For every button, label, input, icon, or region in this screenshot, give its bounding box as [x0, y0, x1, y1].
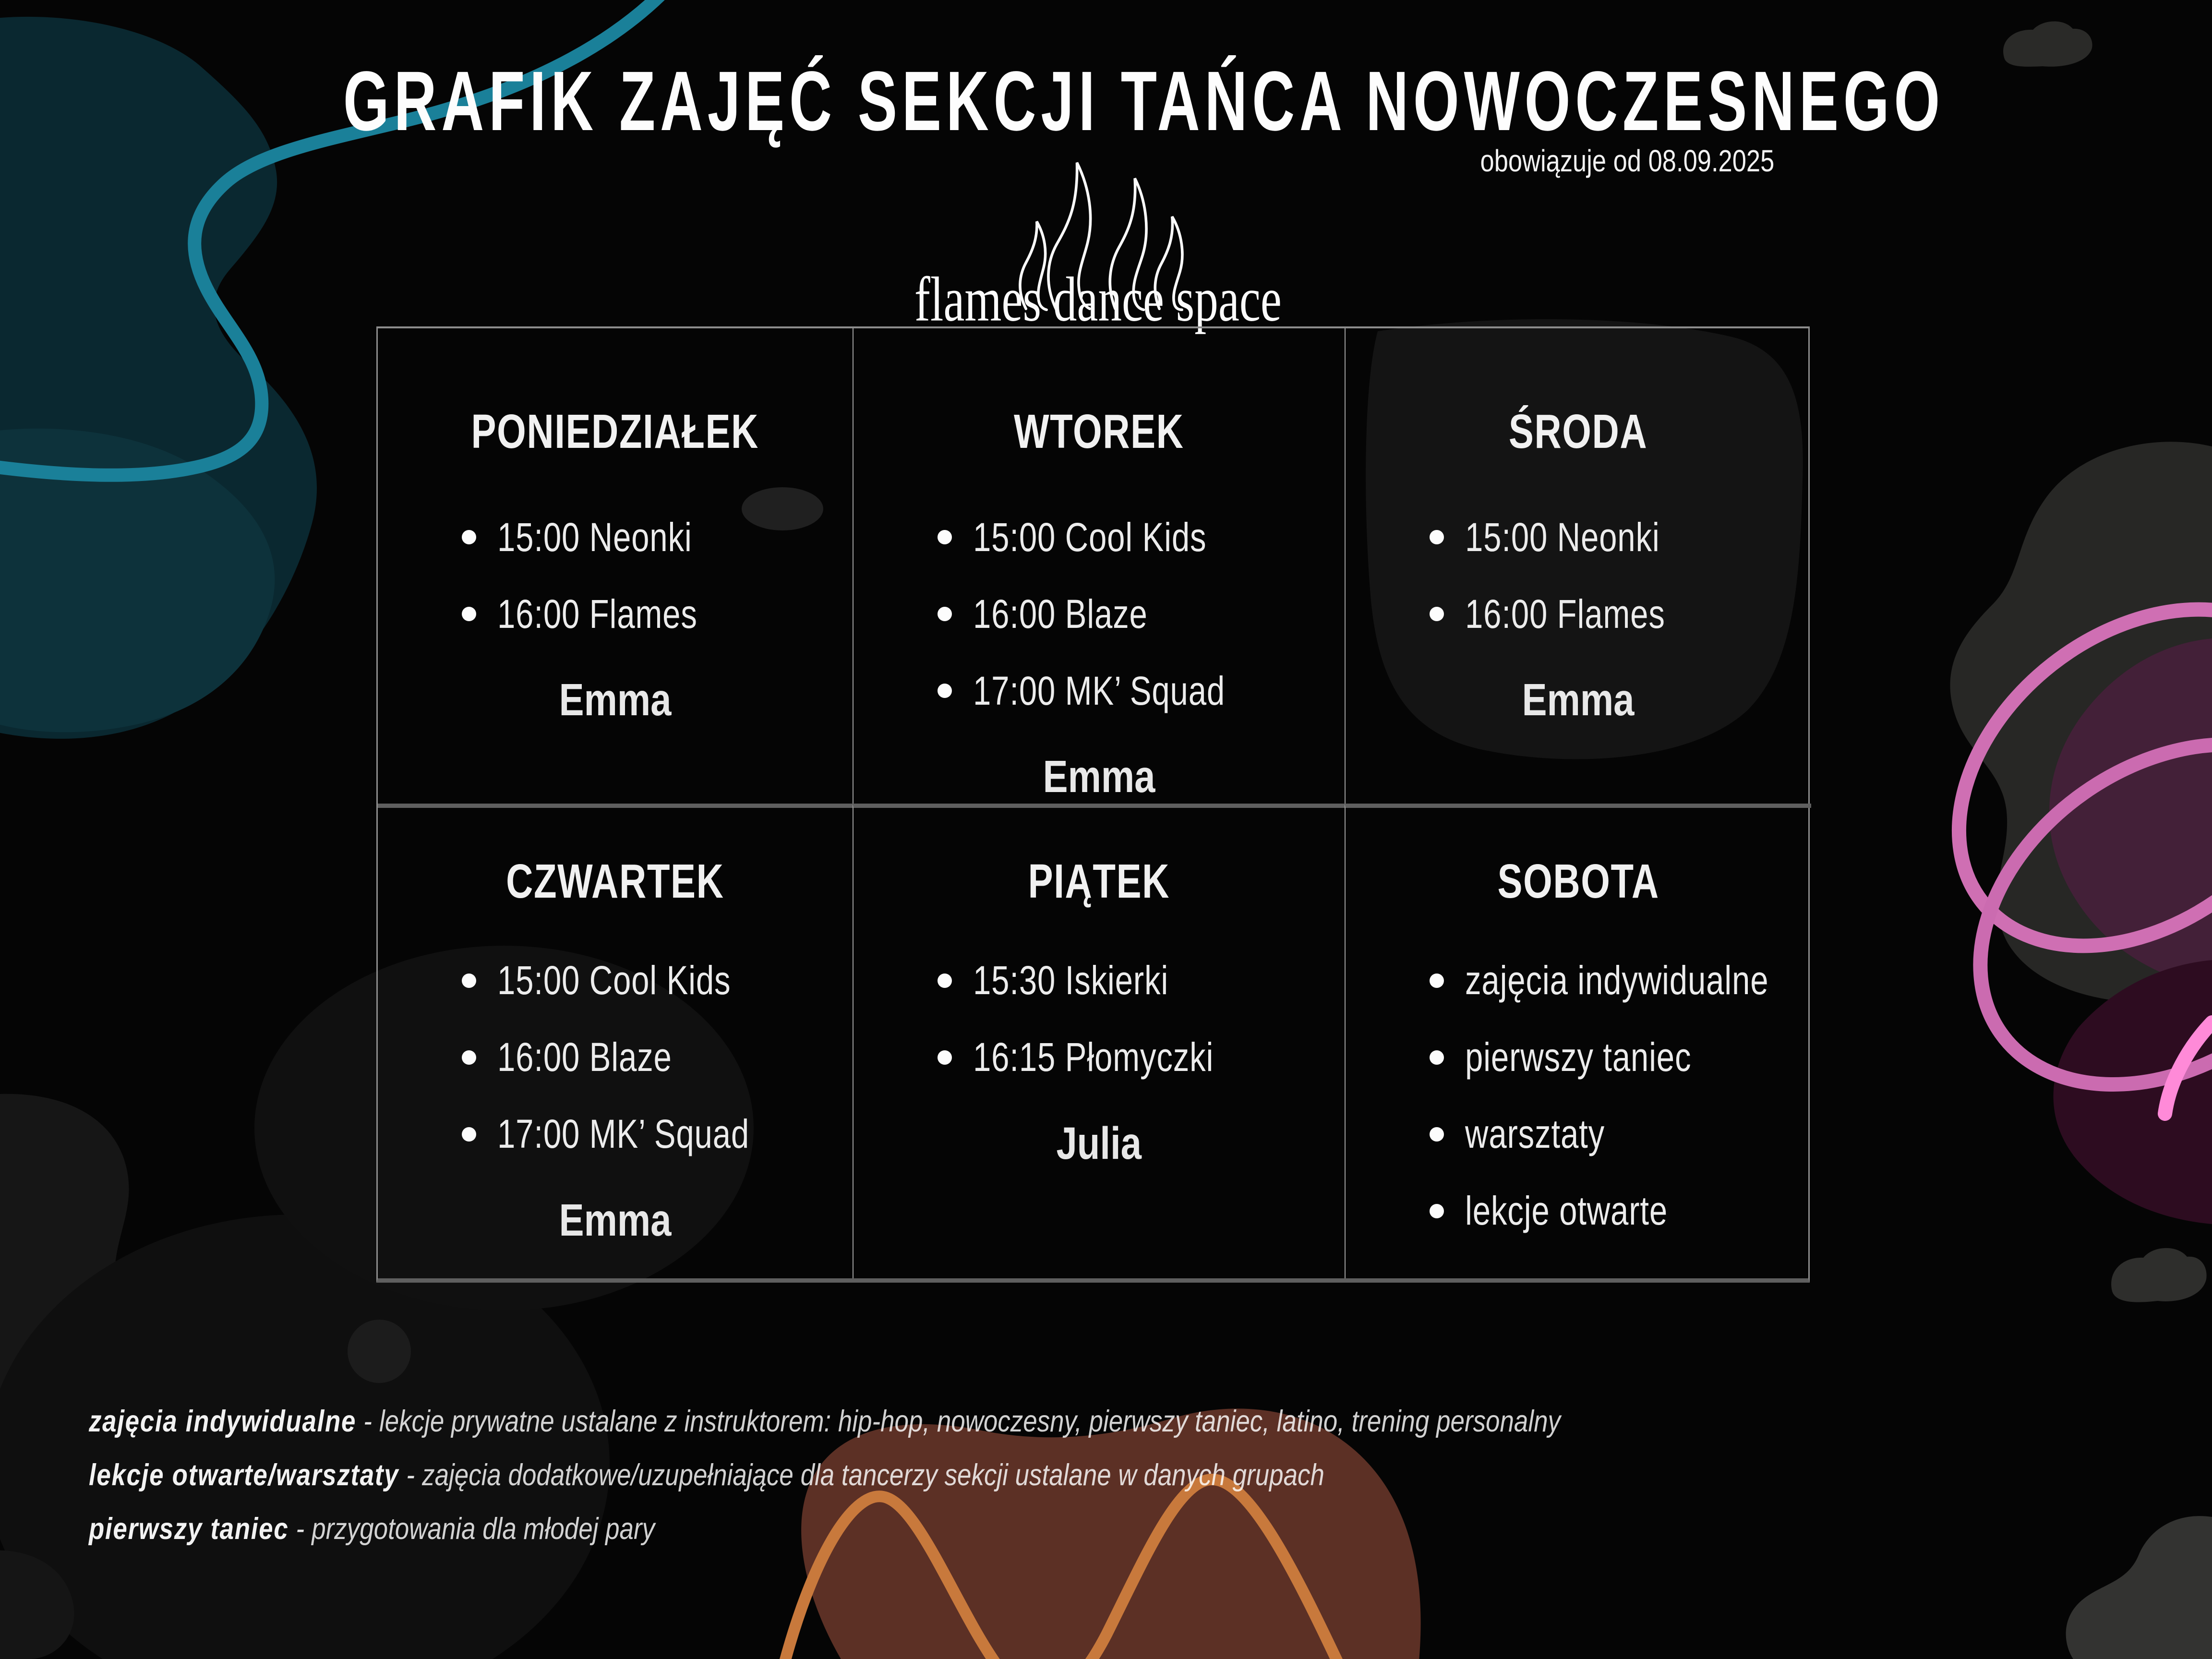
bullet-icon [462, 1050, 476, 1065]
class-label: 17:00 MK’ Squad [497, 1111, 750, 1156]
schedule-grid [376, 326, 1810, 1283]
instructor-name: Emma [559, 1194, 672, 1246]
day-cell-sroda [1345, 328, 1811, 804]
class-label: 15:00 Neonki [1465, 514, 1660, 560]
class-item [938, 942, 1345, 1019]
bullet-icon [1430, 1127, 1444, 1142]
class-item [1430, 499, 1811, 576]
legend-line [89, 1448, 2153, 1502]
instructor-name: Julia [1056, 1118, 1142, 1169]
class-label: 16:00 Blaze [973, 591, 1148, 637]
class-label: 16:00 Flames [1465, 591, 1665, 637]
day-header: PIĄTEK [1028, 854, 1170, 908]
instructor-name [1346, 1271, 1811, 1279]
bullet-icon [938, 974, 952, 988]
day-cell-sobota [1345, 804, 1811, 1279]
effective-date: obowiązuje od 08.09.2025 [1480, 144, 1774, 178]
legend-term: zajęcia indywidualne [89, 1405, 357, 1438]
legend-separator: - [296, 1512, 305, 1546]
day-cell-wtorek [853, 328, 1345, 804]
maroon-blob [2054, 960, 2212, 1224]
legend-term: lekcje otwarte/warsztaty [89, 1458, 399, 1492]
instructor-name: Emma [1043, 751, 1155, 802]
bullet-icon [462, 974, 476, 988]
day-header: SOBOTA [1497, 854, 1659, 908]
instructor-name: Emma [1522, 674, 1635, 725]
instructor-name: Emma [559, 674, 672, 725]
class-item [938, 652, 1345, 729]
legend-separator: - [406, 1458, 415, 1492]
bullet-icon [462, 530, 476, 544]
class-label: 16:15 Płomyczki [973, 1034, 1214, 1080]
day-header: ŚRODA [1509, 405, 1648, 458]
bullet-icon [1430, 607, 1444, 621]
bullet-icon [1430, 974, 1444, 988]
class-item [1430, 1096, 1811, 1173]
bullet-icon [1430, 1204, 1444, 1218]
class-list [1346, 499, 1811, 652]
class-list [854, 942, 1345, 1096]
class-label: lekcje otwarte [1465, 1188, 1668, 1233]
bullet-icon [1430, 1050, 1444, 1065]
class-label: 16:00 Flames [497, 591, 697, 637]
legend-definition: przygotowania dla młodej pary [312, 1512, 655, 1546]
bullet-icon [938, 684, 952, 698]
class-item [462, 1096, 853, 1173]
bullet-icon [462, 607, 476, 621]
class-list [378, 942, 853, 1173]
page-title: GRAFIK ZAJĘĆ SEKCJI TAŃCA NOWOCZESNEGO [343, 54, 1945, 148]
class-label: 15:00 Neonki [497, 514, 692, 560]
class-label: pierwszy taniec [1465, 1034, 1692, 1080]
bullet-icon [938, 530, 952, 544]
class-list [378, 499, 853, 652]
day-header: CZWARTEK [506, 854, 724, 908]
legend-term: pierwszy taniec [89, 1512, 289, 1546]
class-item [1430, 1019, 1811, 1096]
class-item [462, 1019, 853, 1096]
class-item [1430, 942, 1811, 1019]
bullet-icon [1430, 530, 1444, 544]
class-item [462, 942, 853, 1019]
class-label: 15:00 Cool Kids [973, 514, 1207, 560]
class-list [1346, 942, 1811, 1250]
class-item [462, 576, 853, 652]
bullet-icon [938, 607, 952, 621]
class-label: warsztaty [1465, 1111, 1605, 1156]
bullet-icon [462, 1127, 476, 1142]
class-label: zajęcia indywidualne [1465, 958, 1769, 1003]
day-header: PONIEDZIAŁEK [471, 405, 759, 458]
legend [89, 1395, 2153, 1556]
logo-wordmark: flames dance space [914, 264, 1282, 335]
legend-line [89, 1502, 2153, 1556]
legend-definition: zajęcia dodatkowe/uzupełniające dla tancerzy sekcji ustalane w danych grupach [422, 1458, 1324, 1492]
class-item [938, 499, 1345, 576]
class-item [938, 1019, 1345, 1096]
class-label: 15:30 Iskierki [973, 958, 1169, 1003]
legend-separator: - [363, 1405, 372, 1438]
bullet-icon [938, 1050, 952, 1065]
class-item [1430, 576, 1811, 652]
day-cell-piatek [853, 804, 1345, 1279]
legend-line [89, 1395, 2153, 1448]
day-cell-czwartek [378, 804, 853, 1279]
gray-cloud-bottom-right [2111, 1248, 2207, 1302]
class-item [938, 576, 1345, 652]
class-label: 15:00 Cool Kids [497, 958, 731, 1003]
class-item [462, 499, 853, 576]
legend-definition: lekcje prywatne ustalane z instruktorem: hip-hop, nowoczesny, pierwszy taniec, latino, trening personalny [379, 1405, 1561, 1438]
day-cell-poniedzialek [378, 328, 853, 804]
class-list [854, 499, 1345, 729]
day-header: WTOREK [1014, 405, 1184, 458]
class-item [1430, 1173, 1811, 1250]
class-label: 16:00 Blaze [497, 1034, 672, 1080]
class-label: 17:00 MK’ Squad [973, 668, 1226, 713]
dark-dot-bottom-left [348, 1320, 411, 1383]
